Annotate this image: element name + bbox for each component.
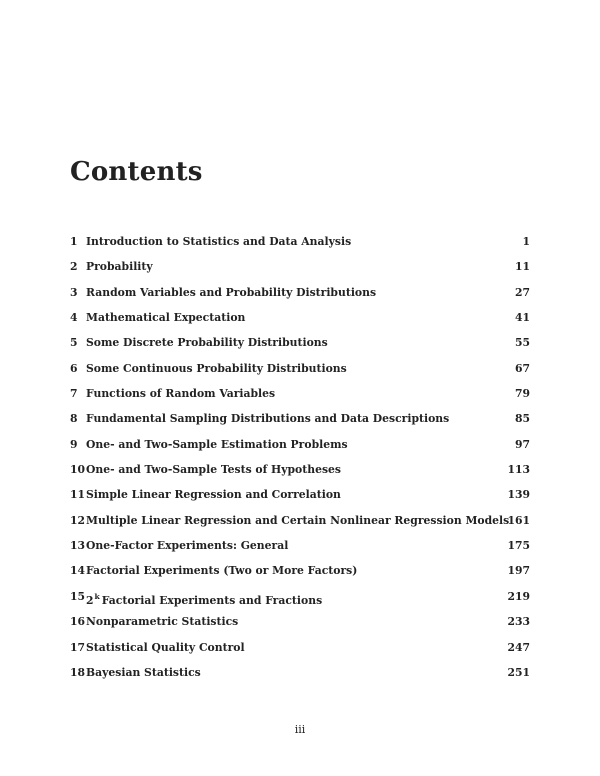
chapter-page: 113 (507, 463, 530, 477)
chapter-page: 67 (514, 361, 530, 375)
chapter-title: Simple Linear Regression and Correlation (86, 488, 341, 502)
chapter-number: 1 (70, 235, 78, 248)
chapter-page: 175 (507, 539, 530, 553)
chapter-title-text: Factorial Experiments and Fractions (101, 593, 323, 607)
chapter-number: 16 (70, 615, 86, 629)
chapter-title-superscript: k (94, 591, 100, 601)
chapter-number: 15 (70, 589, 86, 603)
chapter-page: 97 (514, 437, 530, 451)
toc-entry-3[interactable] (70, 284, 530, 309)
toc-entry-6[interactable] (70, 360, 530, 385)
chapter-page: 85 (514, 412, 530, 426)
chapter-title: Multiple Linear Regression and Certain Nonlinear Regression Models (86, 513, 510, 527)
toc-entry-14[interactable] (70, 562, 530, 587)
chapter-page: 11 (514, 260, 530, 274)
chapter-title-prefix: 2 (86, 593, 94, 607)
toc-entry-18[interactable] (70, 664, 530, 689)
chapter-number: 3 (70, 285, 78, 299)
chapter-number: 13 (70, 539, 86, 553)
toc-entry-4[interactable] (70, 309, 530, 334)
chapter-title: Mathematical Expectation (86, 311, 246, 325)
chapter-page: 161 (507, 513, 530, 527)
chapter-number: 14 (70, 564, 86, 578)
chapter-page: 233 (507, 615, 530, 629)
chapter-number: 9 (70, 437, 78, 451)
toc-entry-11[interactable] (70, 486, 530, 511)
chapter-title: Random Variables and Probability Distributions (86, 285, 377, 299)
chapter-title: Nonparametric Statistics (86, 615, 239, 629)
chapter-page: 247 (507, 640, 530, 654)
chapter-number: 17 (70, 640, 86, 654)
chapter-number: 18 (70, 665, 86, 679)
toc-entry-5[interactable] (70, 334, 530, 359)
chapter-title: Introduction to Statistics and Data Analysis (86, 235, 352, 248)
chapter-page: 139 (507, 488, 530, 502)
chapter-title: Some Discrete Probability Distributions (86, 336, 328, 350)
toc-entry-16[interactable] (70, 613, 530, 638)
chapter-title (86, 588, 322, 610)
chapter-page: 41 (514, 311, 530, 325)
chapter-number: 11 (70, 488, 86, 502)
toc-entry-7[interactable] (70, 385, 530, 410)
chapter-title: Bayesian Statistics (86, 665, 201, 679)
chapter-page: 79 (514, 387, 530, 401)
chapter-title: One-Factor Experiments: General (86, 539, 289, 553)
toc-entry-1[interactable] (70, 233, 530, 258)
chapter-number: 7 (70, 387, 78, 401)
chapter-number: 6 (70, 361, 78, 375)
chapter-title: Some Continuous Probability Distributions (86, 361, 347, 375)
chapter-page: 251 (507, 665, 530, 679)
chapter-title: One- and Two-Sample Tests of Hypotheses (86, 463, 341, 477)
chapter-number: 4 (70, 311, 78, 325)
chapter-title: Fundamental Sampling Distributions and Data Descriptions (86, 412, 450, 426)
toc-entry-12[interactable] (70, 512, 530, 537)
chapter-page: 1 (522, 235, 530, 248)
toc-entry-10[interactable] (70, 461, 530, 486)
chapter-page: 27 (514, 285, 530, 299)
toc-entry-8[interactable] (70, 410, 530, 435)
chapter-page: 219 (507, 589, 530, 603)
chapter-title: Probability (86, 260, 153, 274)
chapter-page: 55 (514, 336, 530, 350)
chapter-title: One- and Two-Sample Estimation Problems (86, 437, 348, 451)
chapter-title: Statistical Quality Control (86, 640, 245, 654)
chapter-title: Functions of Random Variables (86, 387, 276, 401)
page-title: Contents (70, 157, 203, 187)
chapter-number: 10 (70, 463, 86, 477)
toc-entry-9[interactable] (70, 436, 530, 461)
chapter-number: 12 (70, 513, 86, 527)
toc-entry-2[interactable] (70, 258, 530, 283)
toc-entry-15[interactable] (70, 588, 530, 613)
toc-entry-13[interactable] (70, 537, 530, 562)
chapter-page: 197 (507, 564, 530, 578)
chapter-number: 2 (70, 260, 78, 274)
table-of-contents (70, 233, 530, 689)
chapter-title: Factorial Experiments (Two or More Factors) (86, 564, 358, 578)
chapter-number: 8 (70, 412, 78, 426)
toc-entry-17[interactable] (70, 639, 530, 664)
page-number: iii (294, 723, 306, 736)
chapter-number: 5 (70, 336, 78, 350)
